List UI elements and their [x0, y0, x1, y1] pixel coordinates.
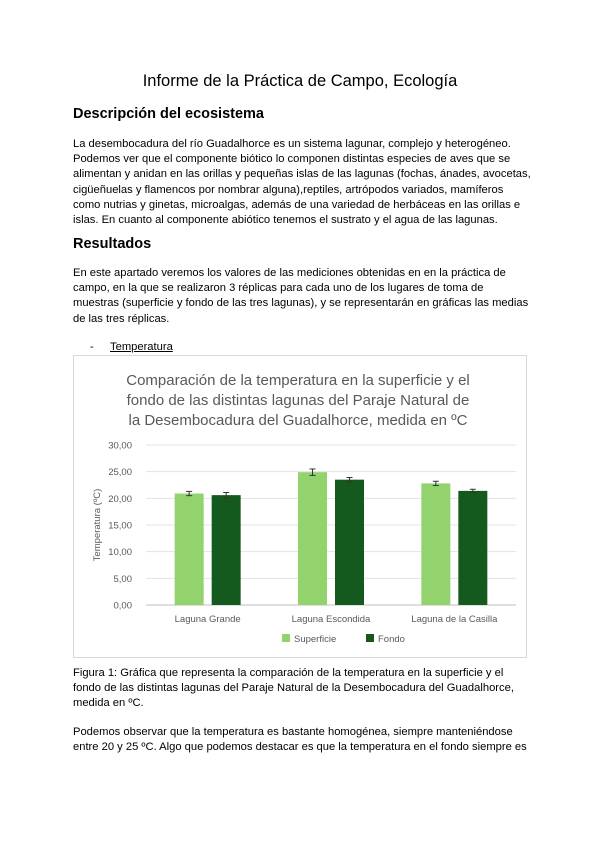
y-tick-label: 20,00 — [108, 493, 132, 505]
text-line: de las tres réplicas. — [73, 312, 170, 325]
bar-fondo — [212, 495, 241, 605]
legend-label-fondo: Fondo — [378, 634, 405, 645]
text-line: Podemos observar que la temperatura es bastante homogénea, siempre manteniéndose — [73, 726, 513, 738]
section-heading-results: Resultados — [73, 236, 152, 252]
x-tick-labels — [175, 614, 498, 625]
chart-legend — [282, 634, 405, 645]
y-tick-label: 15,00 — [108, 520, 132, 532]
legend-swatch-superficie — [282, 634, 290, 642]
y-tick-labels — [108, 441, 132, 612]
legend-label-superficie: Superficie — [294, 634, 337, 645]
y-tick-label: 10,00 — [108, 547, 132, 559]
paragraph-ecosystem — [73, 137, 533, 228]
bar-superficie — [298, 472, 327, 605]
text-line: La desembocadura del río Guadalhorce es un sistema lagunar, complejo y heterogéneo. — [73, 138, 511, 150]
text-line: En este apartado veremos los valores de las mediciones obtenidas en en la práctica de — [73, 267, 506, 279]
bullet-marker: - — [90, 341, 94, 353]
bar-fondo — [458, 491, 487, 605]
bar-superficie — [175, 494, 204, 605]
text-line: cigüeñuelas y flamencos por nombrar alguna),reptiles, artrópodos variados, mamíferos — [73, 183, 504, 196]
document-title: Informe de la Práctica de Campo, Ecología — [142, 72, 458, 90]
text-line: entre 20 y 25 ºC. Algo que podemos destacar es que la temperatura en el fondo siempre es — [73, 741, 527, 754]
chart-title-line: la Desembocadura del Guadalhorce, medida en ºC — [128, 412, 468, 429]
figure-caption — [73, 666, 533, 712]
text-line: Figura 1: Gráfica que representa la comparación de la temperatura en la superficie y el — [73, 667, 504, 679]
text-line: medida en ºC. — [73, 697, 144, 710]
paragraph-analysis — [73, 725, 533, 755]
chart-bars — [175, 469, 488, 605]
section-heading-ecosystem: Descripción del ecosistema — [73, 106, 264, 122]
chart-title-line: fondo de las distintas lagunas del Paraje Natural de — [126, 392, 470, 409]
y-tick-label: 30,00 — [108, 440, 132, 452]
temperature-bar-chart — [74, 356, 526, 657]
text-line: como nutrias y ginetas, microalgas, además de una variedad de herbáceas en las orillas e — [73, 198, 521, 211]
legend-swatch-fondo — [366, 634, 374, 642]
chart-container — [73, 355, 527, 658]
chart-title-line: Comparación de la temperatura en la superficie y el — [126, 372, 470, 389]
text-line: Podemos ver que el componente biótico lo componen distintas especies de aves que se — [73, 153, 511, 166]
text-line: alimentan y anidan en las orillas y pequeñas islas de las lagunas (fochas, ánades, avocetas, — [73, 168, 531, 181]
bar-superficie — [421, 483, 450, 605]
x-tick-label: Laguna de la Casilla — [411, 614, 498, 625]
text-line: fondo de las distintas lagunas del Paraje Natural de la Desembocadura del Guadalhorce, — [73, 682, 514, 695]
text-line: campo, en la que se realizaron 3 réplicas para cada uno de los lugares de toma de — [73, 282, 484, 295]
bar-fondo — [335, 480, 364, 605]
x-tick-label: Laguna Grande — [174, 614, 241, 625]
bullet-label-temperature: Temperatura — [110, 341, 173, 353]
y-tick-label: 25,00 — [108, 467, 132, 479]
paragraph-results — [73, 266, 533, 327]
x-tick-label: Laguna Escondida — [291, 614, 371, 625]
text-line: islas. En cuanto al componente abiótico tenemos el sustrato y el agua de las lagunas. — [73, 214, 498, 227]
y-tick-label: 0,00 — [113, 600, 132, 612]
text-line: muestras (superficie y fondo de las tres lagunas), y se representarán en gráficas las medias — [73, 297, 529, 310]
y-tick-label: 5,00 — [113, 573, 132, 585]
y-axis-label: Temperatura (ºC) — [92, 488, 103, 562]
